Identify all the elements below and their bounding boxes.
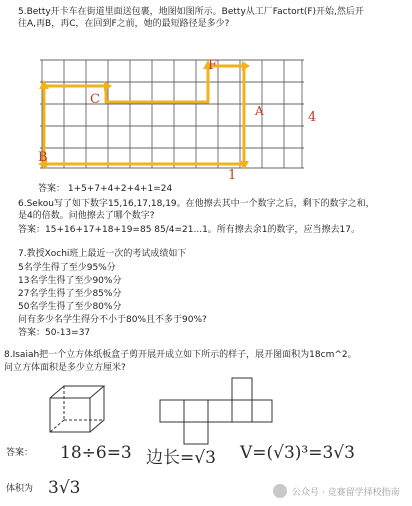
q7-item: 问有多少名学生得分不小于80%且不多于90%? — [18, 315, 207, 325]
q7-item: 27名学生得了至少85%分 — [18, 289, 122, 299]
q6-answer: 答案：15+16+17+18+19=85 85/4=21...1。所有擦去余1的数字，应当擦去17。 — [18, 225, 360, 235]
cube-drawing — [46, 382, 108, 436]
q8-volume-value: 3√3 — [48, 478, 81, 498]
q8-work-1: 18÷6=3 — [60, 443, 132, 463]
watermark-text: 公众号 · 竞赛留学择校指南 — [292, 488, 400, 498]
label-side-4: 4 — [308, 110, 317, 125]
q7-item: 5名学生得了至少95%分 — [18, 263, 116, 273]
q5-answer: 答案： 1+5+7+4+2+4+1=24 — [38, 184, 173, 194]
q8-volume-label: 体积为 — [6, 484, 34, 494]
label-b: B — [38, 150, 48, 165]
route-path — [44, 66, 244, 164]
q7-answer: 答案：50-13=37 — [18, 328, 91, 338]
label-side-1: 1 — [228, 168, 237, 183]
wechat-icon — [273, 484, 287, 498]
q8-text-line1: 8.Isaiah把一个立方体纸板盒子剪开展开成立如下所示的样子，展开图面积为18cm^2。 — [4, 350, 357, 360]
label-c: C — [90, 92, 100, 107]
q6-text-line2: 是4的倍数。问他擦去了哪个数字? — [18, 211, 155, 221]
q8-answer-label: 答案： — [6, 448, 34, 458]
q5-text-line2: 往A,再B，再C，在回到F之前，她的最短路径是多少? — [18, 19, 230, 29]
label-f: F — [208, 58, 218, 73]
cube-net — [154, 376, 276, 448]
q8-work-3: V=(√3)³=3√3 — [240, 443, 355, 463]
q8-work-2: 边长=√3 — [146, 448, 216, 468]
q7-item: 50名学生得了至少80%分 — [18, 302, 122, 312]
street-map-grid — [36, 52, 308, 176]
q8-text-line2: 问立方体面积是多少立方厘米? — [4, 363, 126, 373]
label-a: A — [255, 104, 264, 118]
q7-text-line1: 7.教授Xochi班上最近一次的考试成绩如下 — [18, 249, 187, 259]
q5-text-line1: 5.Betty开卡车在街道里面送包裹，地图如图所示。Betty从工厂Factort(F)开始,然后开 — [18, 7, 364, 17]
q7-item: 13名学生得了至少90%分 — [18, 276, 122, 286]
q6-text-line1: 6.Sekou写了如下数字15,16,17,18,19。在他擦去其中一个数字之后，剩下的数字之和， — [18, 199, 375, 209]
